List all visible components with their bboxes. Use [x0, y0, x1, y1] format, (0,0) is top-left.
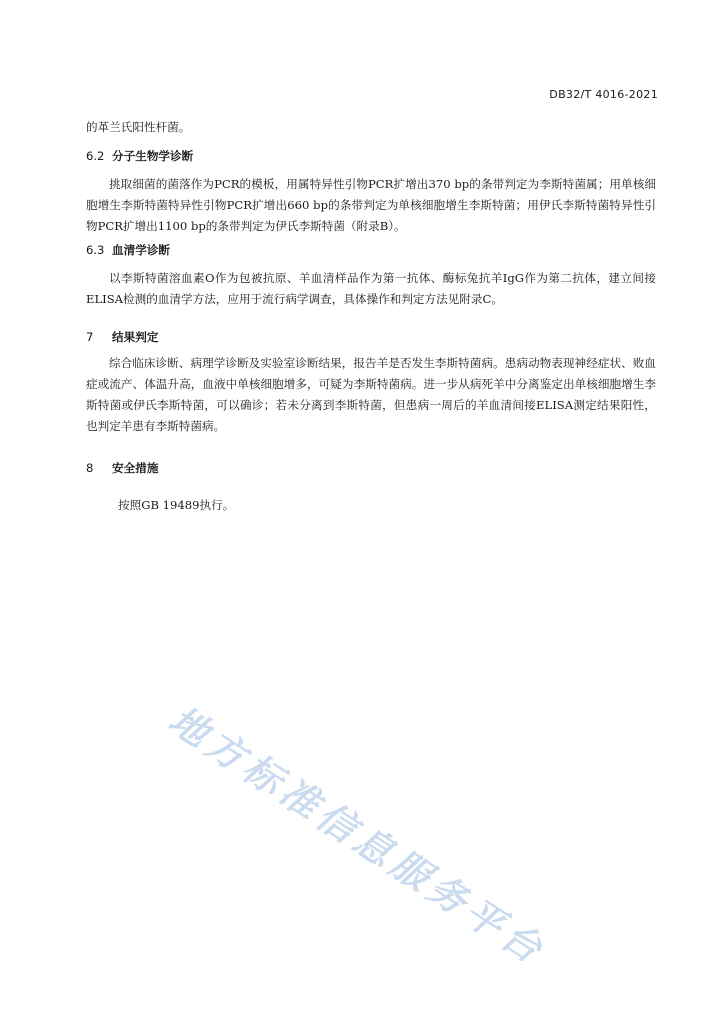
- section-title: 结果判定: [112, 330, 159, 344]
- section-7-body: [86, 353, 656, 437]
- section-paragraph: 以李斯特菌溶血素O作为包被抗原、羊血清样品作为第一抗体、酶标兔抗羊IgG作为第二抗体，建立间接ELISA检测的血清学方法，应用于流行病学调查，具体操作和判定方法见附录C。: [86, 271, 656, 306]
- section-paragraph: 挑取细菌的菌落作为PCR的模板，用属特异性引物PCR扩增出370 bp的条带判定为李斯特菌属；用单核细胞增生李斯特菌特异性引物PCR扩增出660 bp的条带判定为单核细胞增生李斯特菌；用伊氏李斯特菌特异性引物PCR扩增出1100 bp的条带判定为伊氏李斯特菌（附录B）。: [86, 177, 656, 233]
- section-paragraph: 综合临床诊断、病理学诊断及实验室诊断结果，报告羊是否发生李斯特菌病。患病动物表现神经症状、败血症或流产、体温升高，血液中单核细胞增多，可疑为李斯特菌病。进一步从病死羊中分离鉴定出单核细胞增生李斯特菌或伊氏李斯特菌，可以确诊；若未分离到李斯特菌，但患病一周后的羊血清间接ELISA测定结果阳性，也判定羊患有李斯特菌病。: [86, 356, 656, 433]
- section-8: [86, 459, 656, 477]
- section-title: 安全措施: [112, 461, 159, 475]
- section-number: 6.2: [86, 149, 105, 163]
- section-7: [86, 328, 656, 346]
- section-6-2: [86, 147, 656, 165]
- section-6-2-body: [86, 174, 656, 237]
- section-heading: [86, 328, 656, 346]
- document-body: [86, 117, 656, 138]
- section-title: 分子生物学诊断: [112, 149, 194, 163]
- section-title: 血清学诊断: [112, 243, 171, 257]
- section-number: 6.3: [86, 243, 105, 257]
- section-heading: [86, 147, 656, 165]
- section-paragraph: 按照GB 19489执行。: [118, 498, 235, 512]
- section-heading: [86, 459, 656, 477]
- section-8-body: [86, 495, 656, 516]
- watermark: 地方标准信息服务平台: [161, 697, 555, 975]
- section-6-3: [86, 241, 656, 259]
- continuation-text: 的革兰氏阳性杆菌。: [86, 120, 191, 134]
- section-6-3-body: [86, 268, 656, 310]
- section-number: 8: [86, 461, 94, 475]
- section-number: 7: [86, 330, 94, 344]
- section-heading: [86, 241, 656, 259]
- document-number: DB32/T 4016-2021: [549, 88, 658, 101]
